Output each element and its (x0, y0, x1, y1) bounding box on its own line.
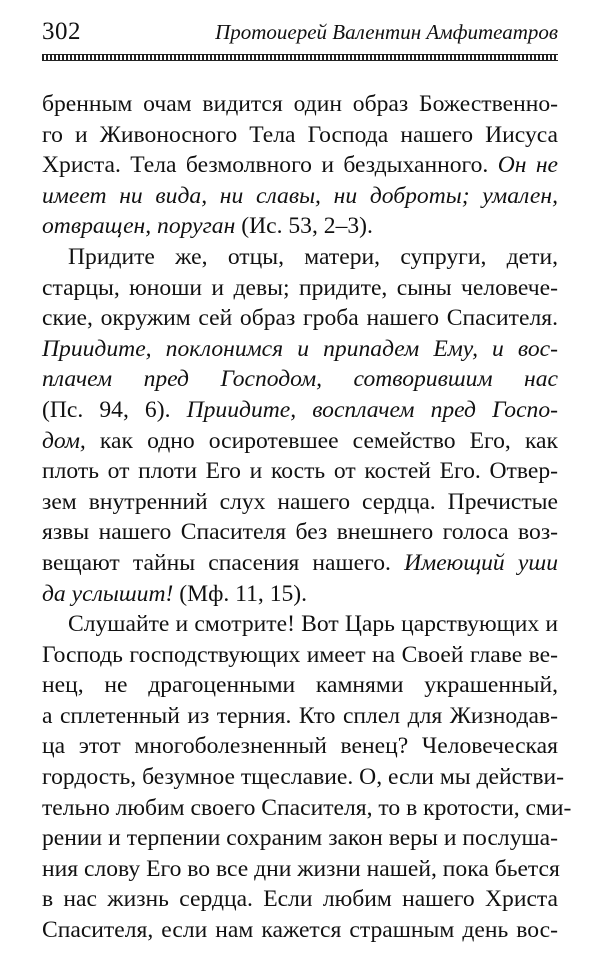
text-run: плоть от плоти Его и кость от костей Его. Отвер- (42, 458, 558, 485)
italic-quote: плачем пред Господом, сотворившим нас (42, 366, 558, 393)
text-run: Придите же, отцы, матери, супруги, дети, (68, 243, 558, 270)
text-run: Господь господствующих имеет на Своей главе ве- (42, 641, 558, 668)
text-line (42, 915, 558, 946)
running-title: Протоиерей Валентин Амфитеатров (215, 20, 558, 44)
text-run: (Мф. 11, 15). (173, 580, 308, 607)
text-run: рении и терпении сохраним закон веры и послуша- (42, 825, 558, 852)
text-run: Спасителя, если нам кажется страшным день вос- (42, 917, 558, 944)
text-line (42, 273, 558, 304)
text-run: в нас жизнь сердца. Если любим нашего Христа (42, 886, 558, 913)
text-run: (Пс. 94, 6). (42, 396, 187, 423)
text-run: язвы нашего Спасителя без внешнего голоса воз- (42, 519, 558, 546)
italic-quote: да услышит! (42, 580, 174, 607)
text-line (42, 303, 558, 334)
text-line (42, 823, 558, 854)
text-line (42, 579, 558, 610)
text-run: нец, не драгоценными камнями украшенный, (42, 672, 558, 699)
italic-quote: имеет ни вида, ни славы, ни доброты; умален, (42, 182, 558, 209)
text-line (42, 456, 558, 487)
text-line (42, 242, 558, 273)
text-run: старцы, юноши и девы; придите, сыны человече- (42, 274, 558, 301)
text-line (42, 609, 558, 640)
italic-quote: Приидите, поклонимся и припадем Ему, и вос- (42, 335, 558, 362)
page-number: 302 (42, 18, 81, 45)
text-line (42, 364, 558, 395)
text-run: бренным очам видится один образ Божественно- (42, 91, 558, 117)
text-line (42, 517, 558, 548)
text-run: вещают тайны спасения нашего. (42, 549, 405, 576)
italic-quote: Он не (497, 152, 558, 179)
text-line (42, 640, 558, 671)
text-line (42, 762, 565, 793)
text-run: а сплетенный из терния. Кто сплел для Жизнодав- (42, 702, 558, 729)
italic-quote: дом, (42, 427, 86, 454)
text-run: ния слову Его во все дни жизни нашей, пока бьется (42, 855, 560, 882)
book-page (42, 18, 572, 958)
text-run: гордость, безумное тщеславие. О, если мы действи- (42, 764, 565, 791)
text-line (42, 334, 558, 365)
text-line (42, 701, 558, 732)
text-line (42, 548, 558, 579)
text-run: тельно любим своего Спасителя, то в кротости, сми- (42, 794, 572, 821)
text-line (42, 487, 558, 518)
text-run: Христа. Тела безмолвного и бездыханного. (42, 152, 498, 179)
text-line (42, 150, 558, 181)
text-run: го и Живоносного Тела Господа нашего Иисуса (42, 121, 558, 148)
text-run: Слушайте и смотрите! Вот Царь царствующих и (68, 611, 558, 638)
text-run: как одно осиротевшее семейство Его, как (85, 427, 558, 454)
text-line (42, 670, 558, 701)
text-line (42, 854, 558, 885)
italic-quote: отвращен, поруган (42, 213, 236, 240)
body-text (42, 89, 572, 946)
text-line (42, 731, 558, 762)
text-line (42, 793, 572, 824)
text-line (42, 181, 558, 212)
italic-quote: Имеющий уши (404, 549, 558, 576)
running-head (42, 18, 558, 52)
text-line (42, 211, 558, 242)
text-run: (Ис. 53, 2–3). (235, 213, 373, 240)
text-run: ца этот многоболезненный венец? Человеческая (42, 733, 558, 760)
text-run: зем внутренний слух нашего сердца. Пречистые (42, 488, 558, 515)
italic-quote: Приидите, восплачем пред Госпо- (186, 396, 558, 423)
text-line (42, 426, 558, 457)
text-line (42, 395, 558, 426)
text-line (42, 884, 558, 915)
text-run: ские, окружим сей образ гроба нашего Спасителя. (42, 305, 558, 332)
header-rule (42, 54, 558, 61)
text-line (42, 120, 558, 151)
text-line (42, 89, 558, 120)
